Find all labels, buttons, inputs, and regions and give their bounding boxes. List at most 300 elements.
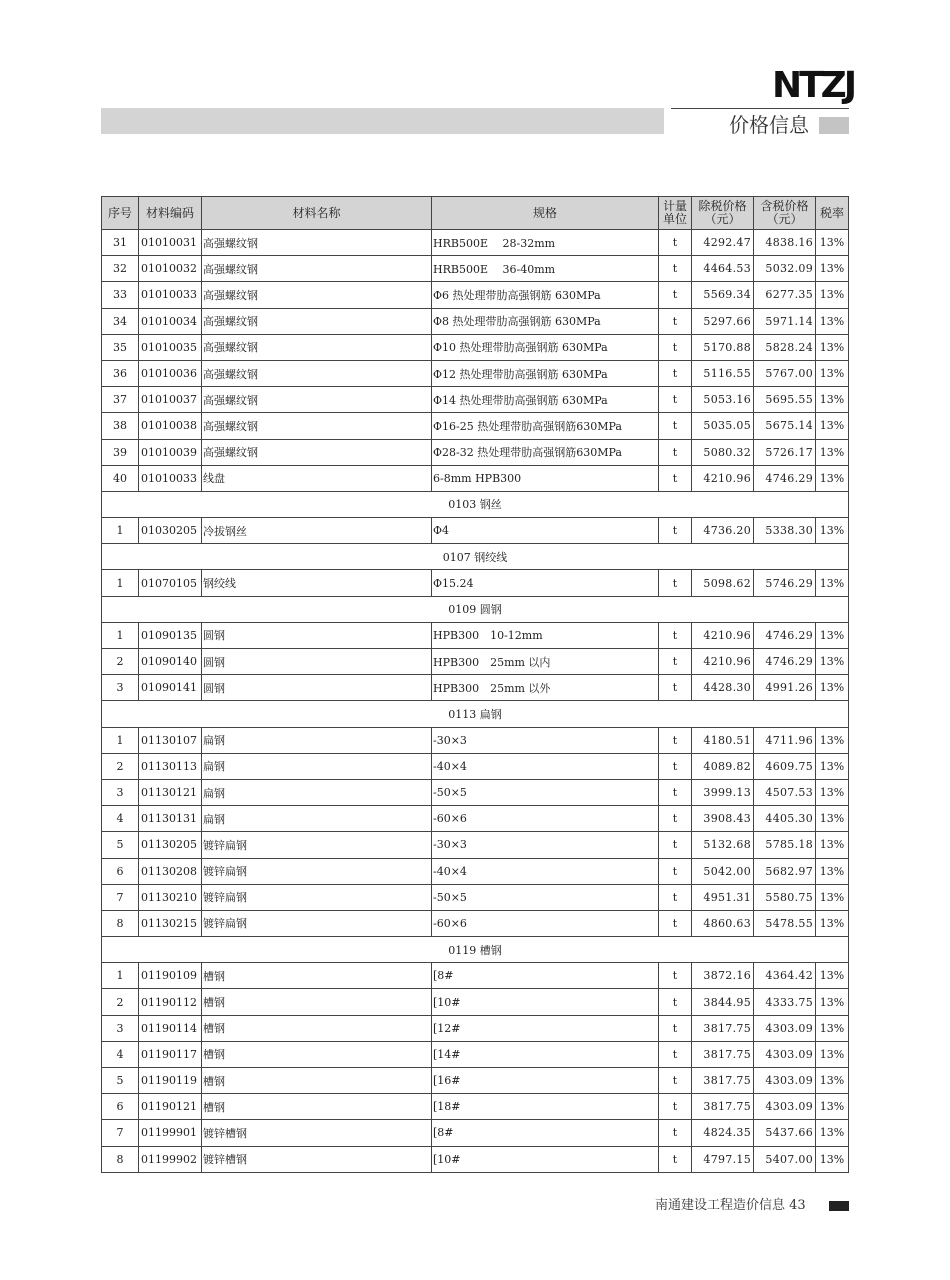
cell-price-in: 5746.29 [754,570,816,596]
cell-spec: [18# [432,1094,659,1120]
cell-name: 高强螺纹钢 [202,413,432,439]
cell-price-in: 5695.55 [754,387,816,413]
cell-spec: Φ28-32 热处理带肋高强钢筋630MPa [432,439,659,465]
cell-unit: t [659,727,692,753]
cell-price-ex: 5035.05 [692,413,754,439]
cell-name: 高强螺纹钢 [202,360,432,386]
cell-code: 01130131 [139,806,202,832]
cell-no: 36 [102,360,139,386]
cell-spec: HPB300 25mm 以外 [432,675,659,701]
cell-unit: t [659,832,692,858]
page-number: 43 [789,1198,806,1213]
cell-unit: t [659,439,692,465]
cell-tax: 13% [816,858,849,884]
cell-no: 39 [102,439,139,465]
cell-no: 8 [102,910,139,936]
cell-tax: 13% [816,727,849,753]
cell-unit: t [659,858,692,884]
cell-no: 6 [102,1094,139,1120]
cell-price-ex: 4736.20 [692,518,754,544]
table-row [102,622,849,648]
cell-unit: t [659,910,692,936]
cell-price-ex: 3817.75 [692,1041,754,1067]
cell-code: 01190112 [139,989,202,1015]
table-row [102,230,849,256]
header-code: 材料编码 [139,197,202,230]
cell-tax: 13% [816,806,849,832]
cell-no: 4 [102,806,139,832]
table-row [102,963,849,989]
header-no: 序号 [102,197,139,230]
cell-code: 01199902 [139,1146,202,1172]
cell-price-ex: 3817.75 [692,1068,754,1094]
cell-tax: 13% [816,832,849,858]
cell-spec: Φ6 热处理带肋高强钢筋 630MPa [432,282,659,308]
cell-unit: t [659,1041,692,1067]
cell-name: 镀锌扁钢 [202,858,432,884]
cell-tax: 13% [816,256,849,282]
cell-code: 01010035 [139,334,202,360]
cell-code: 01130107 [139,727,202,753]
cell-name: 扁钢 [202,727,432,753]
cell-code: 01010033 [139,465,202,491]
cell-tax: 13% [816,518,849,544]
cell-spec: Φ14 热处理带肋高强钢筋 630MPa [432,387,659,413]
cell-spec: -50×5 [432,779,659,805]
cell-price-ex: 5132.68 [692,832,754,858]
cell-no: 32 [102,256,139,282]
cell-name: 槽钢 [202,1015,432,1041]
cell-code: 01130210 [139,884,202,910]
cell-spec: HRB500E 36-40mm [432,256,659,282]
table-row [102,1041,849,1067]
header-price-in-line2: （元） [766,212,803,226]
table-row [102,439,849,465]
cell-no: 31 [102,230,139,256]
cell-price-ex: 3844.95 [692,989,754,1015]
cell-price-in: 5828.24 [754,334,816,360]
cell-code: 01190119 [139,1068,202,1094]
cell-name: 扁钢 [202,779,432,805]
cell-name: 镀锌槽钢 [202,1146,432,1172]
cell-name: 冷拔钢丝 [202,518,432,544]
cell-price-in: 4303.09 [754,1015,816,1041]
table-row [102,675,849,701]
price-table [101,196,849,1173]
cell-name: 高强螺纹钢 [202,230,432,256]
table-row [102,910,849,936]
table-row [102,753,849,779]
cell-price-in: 5726.17 [754,439,816,465]
table-row [102,308,849,334]
cell-spec: -60×6 [432,910,659,936]
cell-spec: [10# [432,989,659,1015]
cell-name: 槽钢 [202,1041,432,1067]
cell-unit: t [659,1015,692,1041]
cell-price-ex: 5170.88 [692,334,754,360]
table-row [102,779,849,805]
table-row [102,256,849,282]
cell-unit: t [659,308,692,334]
cell-spec: [12# [432,1015,659,1041]
section-row [102,701,849,727]
cell-spec: HRB500E 28-32mm [432,230,659,256]
cell-name: 线盘 [202,465,432,491]
table-row [102,858,849,884]
cell-tax: 13% [816,387,849,413]
cell-name: 槽钢 [202,963,432,989]
cell-no: 35 [102,334,139,360]
cell-unit: t [659,413,692,439]
cell-price-ex: 5098.62 [692,570,754,596]
cell-spec: HPB300 10-12mm [432,622,659,648]
cell-no: 2 [102,649,139,675]
cell-code: 01190121 [139,1094,202,1120]
header-block [819,117,849,134]
cell-unit: t [659,387,692,413]
cell-price-ex: 5569.34 [692,282,754,308]
cell-name: 高强螺纹钢 [202,387,432,413]
table-row [102,465,849,491]
cell-tax: 13% [816,1015,849,1041]
cell-price-in: 4364.42 [754,963,816,989]
cell-price-ex: 5042.00 [692,858,754,884]
cell-code: 01010032 [139,256,202,282]
cell-code: 01190109 [139,963,202,989]
cell-no: 2 [102,989,139,1015]
cell-tax: 13% [816,230,849,256]
header-rule [671,108,849,109]
cell-spec: Φ16-25 热处理带肋高强钢筋630MPa [432,413,659,439]
table-body [102,230,849,1173]
cell-unit: t [659,334,692,360]
cell-price-ex: 4428.30 [692,675,754,701]
cell-code: 01190114 [139,1015,202,1041]
cell-unit: t [659,1120,692,1146]
cell-tax: 13% [816,910,849,936]
cell-price-in: 4333.75 [754,989,816,1015]
cell-spec: Φ12 热处理带肋高强钢筋 630MPa [432,360,659,386]
cell-name: 镀锌扁钢 [202,910,432,936]
table-row [102,884,849,910]
cell-spec: -30×3 [432,727,659,753]
cell-price-ex: 4210.96 [692,465,754,491]
cell-unit: t [659,989,692,1015]
cell-unit: t [659,570,692,596]
cell-unit: t [659,1068,692,1094]
cell-name: 高强螺纹钢 [202,334,432,360]
cell-price-in: 5407.00 [754,1146,816,1172]
section-label: 0107 钢绞线 [102,544,849,570]
cell-unit: t [659,753,692,779]
header-unit-line2: 单位 [662,212,687,226]
cell-name: 槽钢 [202,989,432,1015]
cell-code: 01010036 [139,360,202,386]
cell-no: 1 [102,622,139,648]
cell-code: 01010031 [139,230,202,256]
cell-price-in: 5785.18 [754,832,816,858]
cell-tax: 13% [816,753,849,779]
cell-code: 01030205 [139,518,202,544]
cell-spec: [16# [432,1068,659,1094]
cell-name: 圆钢 [202,649,432,675]
header-name: 材料名称 [202,197,432,230]
cell-code: 01130121 [139,779,202,805]
cell-name: 圆钢 [202,622,432,648]
cell-tax: 13% [816,465,849,491]
cell-price-ex: 4210.96 [692,649,754,675]
cell-tax: 13% [816,439,849,465]
cell-name: 镀锌扁钢 [202,832,432,858]
cell-no: 3 [102,779,139,805]
cell-code: 01010034 [139,308,202,334]
section-row [102,491,849,517]
cell-tax: 13% [816,1094,849,1120]
cell-tax: 13% [816,282,849,308]
section-row [102,596,849,622]
section-row [102,937,849,963]
cell-code: 01090140 [139,649,202,675]
cell-unit: t [659,779,692,805]
cell-tax: 13% [816,779,849,805]
cell-spec: [8# [432,1120,659,1146]
cell-price-in: 5478.55 [754,910,816,936]
cell-no: 5 [102,1068,139,1094]
cell-price-in: 5767.00 [754,360,816,386]
table-row [102,387,849,413]
cell-unit: t [659,230,692,256]
cell-price-in: 4746.29 [754,465,816,491]
cell-no: 5 [102,832,139,858]
table-row [102,518,849,544]
cell-price-in: 4711.96 [754,727,816,753]
cell-code: 01010033 [139,282,202,308]
cell-price-ex: 4951.31 [692,884,754,910]
header-unit-line1: 计量 [662,199,687,213]
cell-spec: -40×4 [432,753,659,779]
cell-price-ex: 5080.32 [692,439,754,465]
cell-price-in: 4303.09 [754,1094,816,1120]
cell-price-in: 5682.97 [754,858,816,884]
cell-unit: t [659,282,692,308]
cell-name: 扁钢 [202,753,432,779]
cell-tax: 13% [816,649,849,675]
cell-tax: 13% [816,1068,849,1094]
cell-unit: t [659,465,692,491]
cell-spec: Φ8 热处理带肋高强钢筋 630MPa [432,308,659,334]
cell-price-in: 5971.14 [754,308,816,334]
cell-tax: 13% [816,413,849,439]
cell-price-in: 5338.30 [754,518,816,544]
cell-unit: t [659,649,692,675]
cell-tax: 13% [816,1041,849,1067]
cell-unit: t [659,622,692,648]
cell-name: 高强螺纹钢 [202,308,432,334]
cell-price-in: 4746.29 [754,622,816,648]
cell-code: 01010038 [139,413,202,439]
cell-code: 01130208 [139,858,202,884]
table-row [102,1146,849,1172]
cell-spec: -50×5 [432,884,659,910]
cell-price-ex: 5053.16 [692,387,754,413]
cell-unit: t [659,256,692,282]
cell-spec: -40×4 [432,858,659,884]
cell-name: 圆钢 [202,675,432,701]
cell-code: 01190117 [139,1041,202,1067]
section-row [102,544,849,570]
cell-name: 镀锌槽钢 [202,1120,432,1146]
cell-price-in: 4746.29 [754,649,816,675]
cell-no: 3 [102,1015,139,1041]
cell-code: 01010037 [139,387,202,413]
cell-price-in: 5032.09 [754,256,816,282]
cell-spec: [8# [432,963,659,989]
cell-tax: 13% [816,675,849,701]
table-row [102,649,849,675]
header-price-ex [692,197,754,230]
cell-price-ex: 4210.96 [692,622,754,648]
cell-price-ex: 3817.75 [692,1094,754,1120]
cell-no: 1 [102,518,139,544]
cell-no: 38 [102,413,139,439]
cell-unit: t [659,360,692,386]
cell-spec: -60×6 [432,806,659,832]
table-row [102,413,849,439]
cell-tax: 13% [816,1120,849,1146]
table-row [102,334,849,360]
header-spec: 规格 [432,197,659,230]
cell-spec: HPB300 25mm 以内 [432,649,659,675]
cell-tax: 13% [816,622,849,648]
cell-no: 40 [102,465,139,491]
cell-tax: 13% [816,334,849,360]
cell-spec: -30×3 [432,832,659,858]
table-row [102,282,849,308]
cell-code: 01090141 [139,675,202,701]
cell-price-in: 4405.30 [754,806,816,832]
cell-price-in: 4991.26 [754,675,816,701]
cell-name: 高强螺纹钢 [202,439,432,465]
cell-name: 钢绞线 [202,570,432,596]
section-label: 0119 槽钢 [102,937,849,963]
section-label: 0109 圆钢 [102,596,849,622]
cell-price-ex: 4180.51 [692,727,754,753]
table-row [102,832,849,858]
cell-no: 1 [102,963,139,989]
cell-tax: 13% [816,570,849,596]
cell-no: 33 [102,282,139,308]
cell-code: 01199901 [139,1120,202,1146]
cell-no: 34 [102,308,139,334]
cell-price-in: 4507.53 [754,779,816,805]
table-row [102,1094,849,1120]
cell-no: 7 [102,884,139,910]
cell-no: 3 [102,675,139,701]
header-price-ex-line1: 除税价格 [698,199,747,213]
cell-unit: t [659,884,692,910]
cell-unit: t [659,518,692,544]
table-row [102,1015,849,1041]
footer-block [829,1201,849,1211]
table-row [102,570,849,596]
cell-no: 4 [102,1041,139,1067]
cell-price-in: 4609.75 [754,753,816,779]
footer-publication: 南通建设工程造价信息 [655,1198,786,1213]
cell-price-in: 4303.09 [754,1041,816,1067]
cell-unit: t [659,675,692,701]
cell-tax: 13% [816,1146,849,1172]
cell-code: 01130205 [139,832,202,858]
cell-spec: [14# [432,1041,659,1067]
header-price-in-line1: 含税价格 [760,199,809,213]
cell-price-ex: 4464.53 [692,256,754,282]
cell-price-ex: 3908.43 [692,806,754,832]
cell-name: 槽钢 [202,1094,432,1120]
cell-price-ex: 4860.63 [692,910,754,936]
cell-name: 扁钢 [202,806,432,832]
cell-price-in: 4303.09 [754,1068,816,1094]
table-row [102,1068,849,1094]
header-unit [659,197,692,230]
page-footer [655,1197,806,1215]
cell-tax: 13% [816,308,849,334]
cell-unit: t [659,1094,692,1120]
header-price-in [754,197,816,230]
cell-code: 01130113 [139,753,202,779]
header-price-ex-line2: （元） [704,212,741,226]
cell-unit: t [659,1146,692,1172]
cell-price-ex: 4797.15 [692,1146,754,1172]
cell-no: 2 [102,753,139,779]
cell-price-ex: 5116.55 [692,360,754,386]
page-title: 价格信息 [729,113,809,137]
cell-code: 01010039 [139,439,202,465]
cell-no: 8 [102,1146,139,1172]
cell-name: 高强螺纹钢 [202,256,432,282]
cell-price-in: 5675.14 [754,413,816,439]
cell-no: 1 [102,570,139,596]
cell-unit: t [659,806,692,832]
table-row [102,727,849,753]
section-label: 0113 扁钢 [102,701,849,727]
header-bar [101,108,664,134]
cell-tax: 13% [816,360,849,386]
cell-name: 镀锌扁钢 [202,884,432,910]
cell-price-ex: 4089.82 [692,753,754,779]
cell-no: 6 [102,858,139,884]
ntzj-logo [772,64,854,110]
cell-price-ex: 3872.16 [692,963,754,989]
cell-spec: Φ15.24 [432,570,659,596]
cell-no: 37 [102,387,139,413]
cell-price-ex: 3817.75 [692,1015,754,1041]
cell-spec: 6-8mm HPB300 [432,465,659,491]
table-row [102,360,849,386]
cell-price-in: 4838.16 [754,230,816,256]
cell-price-ex: 4292.47 [692,230,754,256]
cell-no: 7 [102,1120,139,1146]
cell-tax: 13% [816,989,849,1015]
cell-price-in: 6277.35 [754,282,816,308]
cell-no: 1 [102,727,139,753]
logo-text: NTZJ [772,65,855,106]
cell-unit: t [659,963,692,989]
cell-name: 槽钢 [202,1068,432,1094]
cell-name: 高强螺纹钢 [202,282,432,308]
cell-spec: Φ4 [432,518,659,544]
cell-tax: 13% [816,884,849,910]
cell-spec: Φ10 热处理带肋高强钢筋 630MPa [432,334,659,360]
